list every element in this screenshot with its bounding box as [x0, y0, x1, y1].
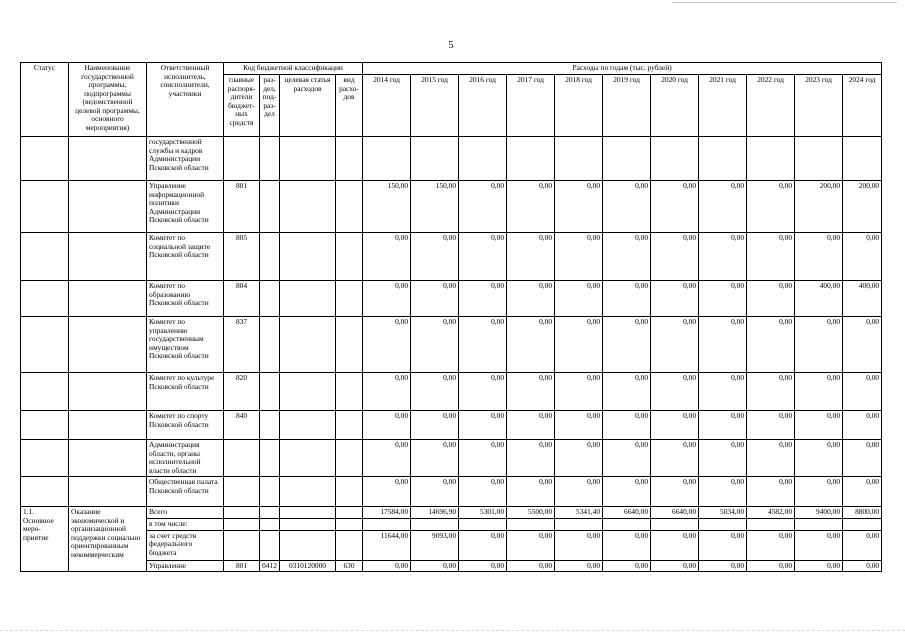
value-cell: 0,00	[459, 181, 507, 233]
value-cell	[555, 137, 603, 181]
name-cell	[69, 317, 147, 373]
razdel-cell	[260, 530, 280, 560]
value-cell: 0,00	[699, 317, 747, 373]
grbs-cell: 840	[224, 411, 260, 440]
value-cell	[603, 519, 651, 531]
table-row	[21, 560, 882, 572]
status-cell	[21, 233, 69, 281]
value-cell: 0,00	[795, 440, 843, 477]
table-row	[21, 181, 882, 233]
value-cell: 0,00	[411, 560, 459, 572]
header-year: 2022 год	[747, 75, 795, 137]
budget-table	[20, 62, 882, 572]
value-cell: 150,00	[363, 181, 411, 233]
header-csr: целевая статья расходов	[280, 75, 336, 137]
value-cell: 5301,00	[459, 507, 507, 519]
csr-cell	[280, 519, 336, 531]
value-cell: 0,00	[699, 440, 747, 477]
responsible-cell: Комитет по образованию Псковской области	[147, 281, 224, 317]
value-cell: 0,00	[795, 560, 843, 572]
razdel-cell	[260, 137, 280, 181]
header-year: 2023 год	[795, 75, 843, 137]
responsible-cell: Администрация области, органы исполнительной власти области	[147, 440, 224, 477]
value-cell	[507, 137, 555, 181]
value-cell: 0,00	[507, 477, 555, 507]
value-cell: 0,00	[603, 317, 651, 373]
grbs-cell: 837	[224, 317, 260, 373]
value-cell: 0,00	[459, 411, 507, 440]
value-cell: 0,00	[363, 440, 411, 477]
header-year: 2018 год	[555, 75, 603, 137]
value-cell	[843, 519, 882, 531]
responsible-cell: Комитет по управлению государственным имуществом Псковской области	[147, 317, 224, 373]
value-cell	[363, 519, 411, 531]
value-cell: 0,00	[795, 373, 843, 411]
header-year: 2020 год	[651, 75, 699, 137]
value-cell: 0,00	[459, 373, 507, 411]
value-cell: 0,00	[603, 477, 651, 507]
value-cell: 0,00	[603, 560, 651, 572]
status-cell	[21, 411, 69, 440]
value-cell: 0,00	[603, 181, 651, 233]
name-cell	[69, 181, 147, 233]
value-cell: 6640,00	[603, 507, 651, 519]
header-grbs: главные распоря-дители бюджет-ных средств	[224, 75, 260, 137]
event-status-cell: 1.1. Основное меро-приятие	[21, 507, 69, 572]
value-cell: 0,00	[555, 477, 603, 507]
value-cell: 0,00	[747, 181, 795, 233]
value-cell: 400,00	[795, 281, 843, 317]
value-cell: 17584,00	[363, 507, 411, 519]
value-cell	[699, 137, 747, 181]
vr-cell	[336, 281, 363, 317]
value-cell	[507, 519, 555, 531]
responsible-cell: за счет средств федерального бюджета	[147, 530, 224, 560]
csr-cell	[280, 411, 336, 440]
value-cell	[795, 519, 843, 531]
table-row	[21, 530, 882, 560]
value-cell: 0,00	[843, 317, 882, 373]
name-cell	[69, 137, 147, 181]
razdel-cell	[260, 507, 280, 519]
status-cell	[21, 317, 69, 373]
table-row	[21, 411, 882, 440]
value-cell: 0,00	[747, 477, 795, 507]
value-cell: 0,00	[411, 477, 459, 507]
value-cell: 0,00	[747, 233, 795, 281]
value-cell	[651, 519, 699, 531]
value-cell: 0,00	[363, 233, 411, 281]
csr-cell: 0310120000	[280, 560, 336, 572]
value-cell: 0,00	[363, 560, 411, 572]
value-cell: 0,00	[459, 530, 507, 560]
value-cell: 0,00	[363, 373, 411, 411]
value-cell: 0,00	[507, 317, 555, 373]
header-responsible: Ответственный исполнитель, соисполнители, участники	[147, 63, 224, 137]
status-cell	[21, 373, 69, 411]
vr-cell	[336, 440, 363, 477]
value-cell: 0,00	[555, 317, 603, 373]
value-cell: 0,00	[555, 281, 603, 317]
value-cell: 0,00	[411, 281, 459, 317]
value-cell: 0,00	[747, 411, 795, 440]
header-expenses: Расходы по годам (тыс. рублей)	[363, 63, 882, 75]
value-cell: 0,00	[459, 560, 507, 572]
value-cell: 0,00	[507, 560, 555, 572]
header-year: 2016 год	[459, 75, 507, 137]
value-cell: 0,00	[651, 233, 699, 281]
grbs-cell	[224, 137, 260, 181]
header-year: 2021 год	[699, 75, 747, 137]
status-cell	[21, 477, 69, 507]
value-cell: 200,00	[795, 181, 843, 233]
name-cell	[69, 411, 147, 440]
name-cell	[69, 373, 147, 411]
value-cell: 0,00	[795, 530, 843, 560]
value-cell: 0,00	[699, 181, 747, 233]
value-cell	[411, 137, 459, 181]
value-cell: 0,00	[555, 181, 603, 233]
razdel-cell	[260, 477, 280, 507]
value-cell: 5500,00	[507, 507, 555, 519]
razdel-cell	[260, 181, 280, 233]
responsible-cell: Комитет по спорту Псковской области	[147, 411, 224, 440]
header-year: 2024 год	[843, 75, 882, 137]
value-cell: 0,00	[795, 477, 843, 507]
vr-cell	[336, 181, 363, 233]
grbs-cell	[224, 477, 260, 507]
value-cell	[747, 519, 795, 531]
value-cell: 0,00	[699, 477, 747, 507]
value-cell: 0,00	[843, 373, 882, 411]
status-cell	[21, 440, 69, 477]
value-cell: 0,00	[507, 373, 555, 411]
value-cell: 0,00	[555, 373, 603, 411]
value-cell: 400,00	[843, 281, 882, 317]
grbs-cell: 801	[224, 181, 260, 233]
value-cell: 0,00	[411, 440, 459, 477]
value-cell: 0,00	[603, 440, 651, 477]
razdel-cell	[260, 281, 280, 317]
value-cell: 0,00	[507, 281, 555, 317]
vr-cell: 630	[336, 560, 363, 572]
value-cell: 0,00	[507, 233, 555, 281]
event-name-cell: Оказание экономической и организационной поддержки социально ориентированным некоммерческим	[69, 507, 147, 572]
razdel-cell	[260, 411, 280, 440]
vr-cell	[336, 507, 363, 519]
value-cell: 0,00	[747, 440, 795, 477]
responsible-cell: Комитет по культуре Псковской области	[147, 373, 224, 411]
razdel-cell	[260, 233, 280, 281]
table-row	[21, 519, 882, 531]
vr-cell	[336, 411, 363, 440]
csr-cell	[280, 373, 336, 411]
value-cell: 4582,00	[747, 507, 795, 519]
table-row	[21, 137, 882, 181]
value-cell: 0,00	[651, 440, 699, 477]
value-cell	[843, 137, 882, 181]
csr-cell	[280, 530, 336, 560]
value-cell: 0,00	[651, 181, 699, 233]
value-cell: 0,00	[411, 411, 459, 440]
vr-cell	[336, 530, 363, 560]
csr-cell	[280, 507, 336, 519]
value-cell: 0,00	[699, 373, 747, 411]
value-cell: 0,00	[363, 477, 411, 507]
value-cell: 0,00	[363, 411, 411, 440]
value-cell: 11644,00	[363, 530, 411, 560]
value-cell: 0,00	[651, 411, 699, 440]
value-cell: 9093,00	[411, 530, 459, 560]
value-cell	[459, 137, 507, 181]
status-cell	[21, 137, 69, 181]
value-cell: 9400,00	[795, 507, 843, 519]
name-cell	[69, 281, 147, 317]
value-cell	[603, 137, 651, 181]
grbs-cell: 804	[224, 281, 260, 317]
value-cell: 0,00	[459, 477, 507, 507]
value-cell: 0,00	[507, 181, 555, 233]
header-vr: вид расхо-дов	[336, 75, 363, 137]
value-cell	[411, 519, 459, 531]
value-cell: 0,00	[747, 560, 795, 572]
value-cell: 0,00	[507, 440, 555, 477]
value-cell: 0,00	[459, 281, 507, 317]
razdel-cell	[260, 317, 280, 373]
vr-cell	[336, 317, 363, 373]
responsible-cell: Общественная палата Псковской области	[147, 477, 224, 507]
table-row	[21, 317, 882, 373]
grbs-cell: 805	[224, 233, 260, 281]
table-row	[21, 233, 882, 281]
scan-noise-line	[0, 630, 905, 631]
responsible-cell: Комитет по социальной защите Псковской области	[147, 233, 224, 281]
name-cell	[69, 477, 147, 507]
value-cell: 0,00	[363, 317, 411, 373]
value-cell: 0,00	[747, 530, 795, 560]
value-cell: 0,00	[747, 373, 795, 411]
header-year: 2017 год	[507, 75, 555, 137]
value-cell: 0,00	[699, 530, 747, 560]
value-cell: 0,00	[411, 373, 459, 411]
value-cell: 8800,00	[843, 507, 882, 519]
header-year: 2014 год	[363, 75, 411, 137]
responsible-cell: Всего	[147, 507, 224, 519]
grbs-cell	[224, 440, 260, 477]
responsible-cell: Управление	[147, 560, 224, 572]
grbs-cell: 801	[224, 560, 260, 572]
value-cell: 0,00	[459, 233, 507, 281]
value-cell: 5034,00	[699, 507, 747, 519]
table-row	[21, 373, 882, 411]
razdel-cell	[260, 519, 280, 531]
name-cell	[69, 440, 147, 477]
grbs-cell: 820	[224, 373, 260, 411]
value-cell: 0,00	[363, 281, 411, 317]
vr-cell	[336, 373, 363, 411]
value-cell: 0,00	[603, 411, 651, 440]
value-cell: 0,00	[651, 317, 699, 373]
value-cell: 0,00	[795, 233, 843, 281]
header-year: 2015 год	[411, 75, 459, 137]
csr-cell	[280, 477, 336, 507]
status-cell	[21, 181, 69, 233]
value-cell: 0,00	[555, 233, 603, 281]
value-cell: 200,00	[843, 181, 882, 233]
value-cell: 0,00	[555, 440, 603, 477]
value-cell: 0,00	[651, 477, 699, 507]
razdel-cell	[260, 440, 280, 477]
value-cell: 0,00	[651, 373, 699, 411]
header-name: Наименование государственной программы, подпрограммы (ведомственной целевой программы, основного мероприятия)	[69, 63, 147, 137]
grbs-cell	[224, 507, 260, 519]
value-cell: 0,00	[603, 281, 651, 317]
value-cell	[747, 137, 795, 181]
csr-cell	[280, 137, 336, 181]
value-cell: 0,00	[651, 281, 699, 317]
grbs-cell	[224, 519, 260, 531]
responsible-cell: в том числе:	[147, 519, 224, 531]
vr-cell	[336, 233, 363, 281]
grbs-cell	[224, 530, 260, 560]
value-cell: 0,00	[699, 233, 747, 281]
value-cell: 0,00	[651, 560, 699, 572]
value-cell: 0,00	[651, 530, 699, 560]
value-cell: 0,00	[459, 440, 507, 477]
header-row-1	[21, 63, 882, 75]
value-cell: 0,00	[843, 440, 882, 477]
vr-cell	[336, 477, 363, 507]
value-cell: 0,00	[747, 281, 795, 317]
value-cell	[555, 519, 603, 531]
csr-cell	[280, 440, 336, 477]
csr-cell	[280, 317, 336, 373]
value-cell: 0,00	[699, 281, 747, 317]
responsible-cell: государственной службы и кадров Администрации Псковской области	[147, 137, 224, 181]
header-budget-code: Код бюджетной классификации	[224, 63, 363, 75]
value-cell: 0,00	[555, 530, 603, 560]
value-cell: 0,00	[699, 560, 747, 572]
header-year: 2019 год	[603, 75, 651, 137]
value-cell: 0,00	[843, 560, 882, 572]
value-cell: 150,00	[411, 181, 459, 233]
value-cell: 0,00	[603, 530, 651, 560]
value-cell: 14696,90	[411, 507, 459, 519]
value-cell: 0,00	[843, 411, 882, 440]
value-cell: 0,00	[555, 411, 603, 440]
razdel-cell: 0412	[260, 560, 280, 572]
value-cell: 0,00	[795, 317, 843, 373]
value-cell: 6640,00	[651, 507, 699, 519]
value-cell: 0,00	[411, 233, 459, 281]
value-cell	[699, 519, 747, 531]
value-cell	[459, 519, 507, 531]
csr-cell	[280, 281, 336, 317]
value-cell: 0,00	[603, 373, 651, 411]
vr-cell	[336, 137, 363, 181]
table-row	[21, 507, 882, 519]
value-cell: 0,00	[459, 317, 507, 373]
value-cell: 0,00	[411, 317, 459, 373]
name-cell	[69, 233, 147, 281]
header-razdel: раз-дел, под-раз-дел	[260, 75, 280, 137]
value-cell: 0,00	[795, 411, 843, 440]
table-row	[21, 440, 882, 477]
value-cell	[363, 137, 411, 181]
responsible-cell: Управление информационной политики Администрации Псковской области	[147, 181, 224, 233]
value-cell	[651, 137, 699, 181]
value-cell	[795, 137, 843, 181]
table-row	[21, 477, 882, 507]
csr-cell	[280, 233, 336, 281]
csr-cell	[280, 181, 336, 233]
value-cell: 0,00	[507, 530, 555, 560]
razdel-cell	[260, 373, 280, 411]
value-cell: 0,00	[507, 411, 555, 440]
header-status: Статус	[21, 63, 69, 137]
value-cell: 5341,40	[555, 507, 603, 519]
status-cell	[21, 281, 69, 317]
value-cell: 0,00	[747, 317, 795, 373]
vr-cell	[336, 519, 363, 531]
value-cell: 0,00	[843, 530, 882, 560]
value-cell: 0,00	[699, 411, 747, 440]
value-cell: 0,00	[555, 560, 603, 572]
value-cell: 0,00	[843, 477, 882, 507]
value-cell: 0,00	[843, 233, 882, 281]
top-rule	[672, 2, 897, 3]
value-cell: 0,00	[603, 233, 651, 281]
table-row	[21, 281, 882, 317]
page-number: 5	[448, 40, 454, 51]
